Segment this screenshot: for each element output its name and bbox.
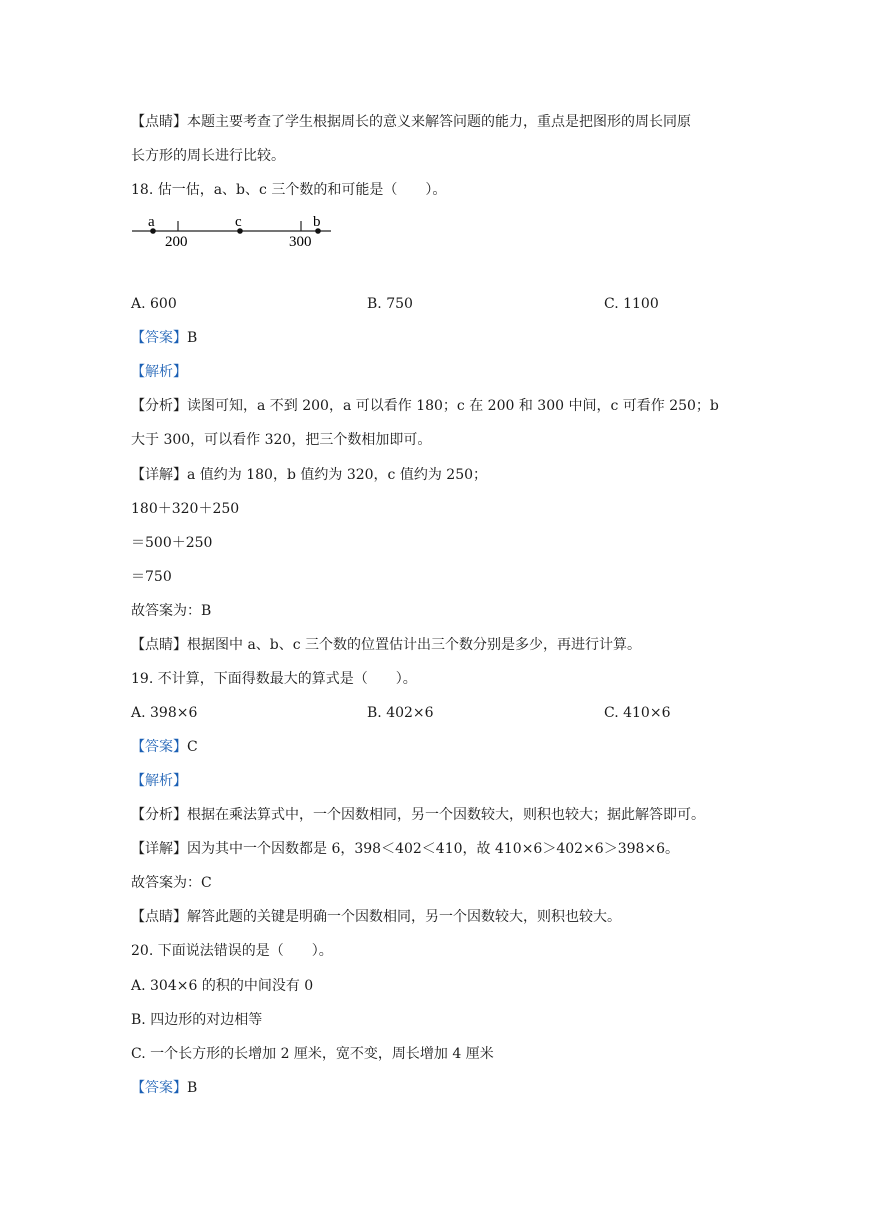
- tip-label: 【点睛】: [131, 637, 187, 653]
- point-label-c: c: [235, 214, 242, 230]
- answer-label: 【答案】: [131, 739, 187, 755]
- answer-value: B: [187, 330, 198, 346]
- option-c: C. 一个长方形的长增加 2 厘米，宽不变，周长增加 4 厘米: [131, 1046, 494, 1062]
- point-label-b: b: [313, 214, 321, 230]
- point-label-a: a: [148, 214, 155, 230]
- prev-tip-line-1: [131, 112, 691, 132]
- question-19-stem: 19. 不计算，下面得数最大的算式是（ ）。: [131, 671, 417, 687]
- answer-value: B: [187, 1080, 198, 1096]
- answer-line: [131, 737, 198, 757]
- analysis-line-1: [131, 396, 719, 416]
- tip-text: 解答此题的关键是明确一个因数相同，另一个因数较大，则积也较大。: [187, 909, 621, 925]
- analysis-line: [131, 805, 705, 825]
- analysis-line-2: 大于 300，可以看作 320，把三个数相加即可。: [131, 432, 432, 448]
- answer-line: [131, 328, 197, 348]
- calc-step-2: ＝500＋250: [131, 535, 213, 551]
- calc-step-1: 180＋320＋250: [131, 501, 240, 517]
- option-b: B. 四边形的对边相等: [131, 1012, 263, 1028]
- prev-tip-line-2: 长方形的周长进行比较。: [131, 148, 285, 164]
- option-b: B. 402×6: [367, 705, 434, 721]
- answer-label: 【答案】: [131, 1080, 187, 1096]
- tip-line: [131, 907, 621, 927]
- tick-label-300: 300: [289, 234, 312, 250]
- option-b: B. 750: [367, 296, 413, 312]
- tip-text: 根据图中 a、b、c 三个数的位置估计出三个数分别是多少，再进行计算。: [187, 637, 642, 653]
- conclusion: 故答案为：B: [131, 603, 212, 619]
- answer-label: 【答案】: [131, 330, 187, 346]
- detail-line: [131, 839, 679, 859]
- xiangjie-text: 因为其中一个因数都是 6，398＜402＜410，故 410×6＞402×6＞398×6。: [187, 841, 680, 857]
- question-18-stem: 18. 估一估，a、b、c 三个数的和可能是（ ）。: [131, 182, 447, 198]
- calc-step-3: ＝750: [131, 569, 172, 585]
- fenxi-text: 读图可知，a 不到 200，a 可以看作 180；c 在 200 和 300 中间，c 可看作 250；b: [187, 398, 719, 414]
- answer-value: C: [187, 739, 198, 755]
- option-c: C. 1100: [604, 296, 659, 312]
- xiangjie-label: 【详解】: [131, 467, 187, 483]
- xiangjie-label: 【详解】: [131, 841, 187, 857]
- answer-line: [131, 1078, 197, 1098]
- question-20-stem: 20. 下面说法错误的是（ ）。: [131, 943, 333, 959]
- fenxi-text: 根据在乘法算式中，一个因数相同，另一个因数较大，则积也较大；据此解答即可。: [187, 807, 705, 823]
- number-line-figure: [128, 208, 338, 250]
- tick-label-200: 200: [165, 234, 188, 250]
- analysis-label: 【解析】: [131, 364, 187, 380]
- analysis-label: 【解析】: [131, 773, 187, 789]
- tip-line: [131, 635, 641, 655]
- fenxi-label: 【分析】: [131, 807, 187, 823]
- option-a: A. 304×6 的积的中间没有 0: [131, 978, 314, 994]
- tip-text: 本题主要考查了学生根据周长的意义来解答问题的能力，重点是把图形的周长同原: [187, 114, 691, 130]
- option-a: A. 398×6: [131, 705, 198, 721]
- fenxi-label: 【分析】: [131, 398, 187, 414]
- conclusion: 故答案为：C: [131, 875, 212, 891]
- detail-line: [131, 465, 487, 485]
- tip-label: 【点睛】: [131, 909, 187, 925]
- tip-label: 【点睛】: [131, 114, 187, 130]
- option-c: C. 410×6: [604, 705, 671, 721]
- xiangjie-text: a 值约为 180，b 值约为 320，c 值约为 250；: [187, 467, 488, 483]
- option-a: A. 600: [131, 296, 177, 312]
